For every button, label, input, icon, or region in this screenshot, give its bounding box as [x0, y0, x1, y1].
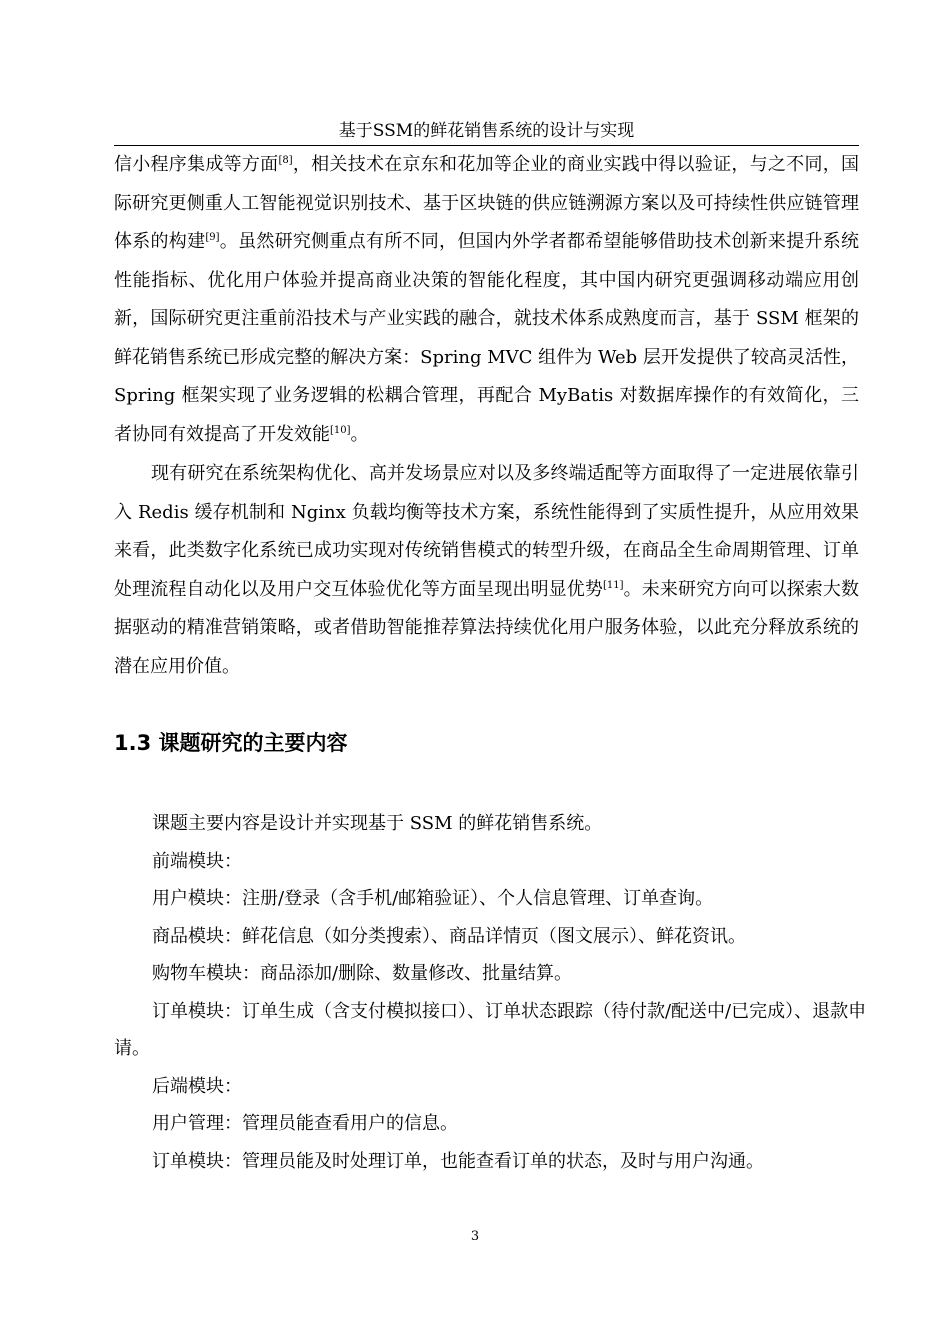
paragraph-text: 。未来研究方向可以探索大数据驱动的精准营销策略，或者借助智能推荐算法持续优化用户服务体验，以此充分释放系统的潜在应用价值。 [114, 578, 859, 677]
paragraph-text: ，相关技术在京东和花加等企业的商业实践中得以验证，与之不同，国际研究更侧重人工智能视觉识别技术、基于区块链的供应链溯源方案以及可持续性供应链管理体系的构建 [114, 154, 859, 252]
paragraph-text: 。虽然研究侧重点有所不同，但国内外学者都希望能够借助技术创新来提升系统性能指标、优化用户体验并提高商业决策的智能化程度，其中国内研究更强调移动端应用创新，国际研究更注重前沿技术与产业实践的融合，就技术体系成熟度而言，基于 SSM 框架的鲜花销售系统已形成完整的解决方案：Spring MVC 组件为 Web 层开发提供了较高灵活性，Spring 框架实现了业务逻辑的松耦合管理，再配合 MyBatis 对数据库操作的有效简化，三者协同有效提高了开发效能 [114, 231, 860, 445]
user-module-item: 用户模块：注册/登录（含手机/邮箱验证）、个人信息管理、订单查询。 [152, 888, 714, 909]
user-management-item: 用户管理：管理员能查看用户的信息。 [152, 1113, 458, 1134]
admin-order-module-item: 订单模块：管理员能及时处理订单，也能查看订单的状态，及时与用户沟通。 [152, 1150, 764, 1172]
body-paragraph-2 [114, 455, 859, 686]
page-number: 3 [470, 1229, 480, 1244]
citation-9: [9] [205, 232, 220, 243]
product-module-item: 商品模块：鲜花信息（如分类搜索）、商品详情页（图文展示）、鲜花资讯。 [152, 925, 746, 947]
citation-11: [11] [603, 579, 624, 591]
backend-module-heading: 后端模块： [152, 1075, 242, 1097]
paragraph-text: 。 [350, 423, 369, 445]
citation-8: [8] [278, 155, 293, 166]
order-module-item: 订单模块：订单生成（含支付模拟接口）、订单状态跟踪（待付款/配送中/已完成）、退款申请。 [114, 1000, 867, 1059]
cart-module-item: 购物车模块：商品添加/删除、数量修改、批量结算。 [152, 963, 573, 984]
research-content-list [114, 805, 869, 1180]
running-header: 基于SSM的鲜花销售系统的设计与实现 [114, 119, 859, 146]
citation-10: [10] [330, 424, 351, 436]
paragraph-text: 信小程序集成等方面 [114, 154, 279, 175]
body-paragraph-1 [114, 146, 859, 454]
content-intro: 课题主要内容是设计并实现基于 SSM 的鲜花销售系统。 [152, 813, 603, 834]
paragraph-text: 现有研究在系统架构优化、高并发场景应对以及多终端适配等方面取得了一定进展依靠引入 Redis 缓存机制和 Nginx 负载均衡等技术方案，系统性能得到了实质性提升，从应用效果来看，此类数字化系统已成功实现对传统销售模式的转型升级，在商品全生命周期管理、订单处理流程自动化以及用户交互体验优化等方面呈现出明显优势 [114, 463, 859, 600]
frontend-module-heading: 前端模块： [152, 850, 242, 872]
section-heading: 1.3 课题研究的主要内容 [114, 731, 348, 755]
